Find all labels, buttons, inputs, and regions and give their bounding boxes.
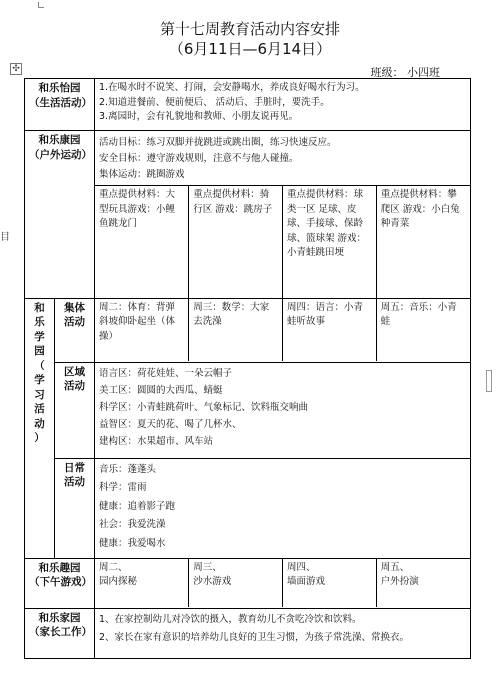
outdoor-goal: 活动目标：练习双脚并拢跳进或跳出圈，练习快速反应。 bbox=[99, 137, 337, 148]
zone-1[interactable]: 重点提供材料：大型玩具游戏：小鲤鱼跳龙门 bbox=[95, 186, 189, 298]
fun-day-5[interactable]: 周五、 户外扮演 bbox=[380, 561, 419, 587]
life-content[interactable] bbox=[95, 79, 471, 131]
area-line: 益智区：夏天的花、喝了几杯水、 bbox=[99, 418, 242, 430]
row-family bbox=[25, 608, 471, 658]
outdoor-content[interactable] bbox=[95, 131, 471, 299]
daily-line: 健康：追着影子跑 bbox=[99, 500, 176, 512]
row-daily bbox=[25, 458, 471, 558]
row-area bbox=[25, 362, 471, 458]
zone-4[interactable]: 重点提供材料：攀爬区 游戏：小白兔种青菜 bbox=[376, 186, 470, 298]
outdoor-safety: 安全目标：遵守游戏规则，注意不与他人碰撞。 bbox=[99, 153, 299, 164]
area-line: 美工区：圆圆的大西瓜、蜻蜓 bbox=[99, 384, 223, 396]
group-label: 集体活动 bbox=[55, 298, 95, 362]
row-life bbox=[25, 79, 471, 131]
area-line: 科学区：小青蛙跳荷叶、气象标记、饮料瓶交响曲 bbox=[99, 401, 309, 413]
fun-day-3[interactable]: 周三、 沙水游戏 bbox=[189, 559, 283, 607]
row-fun bbox=[25, 558, 471, 608]
outdoor-header: 和乐康园 （户外运动） bbox=[25, 131, 95, 299]
page-corner-mark bbox=[38, 2, 44, 8]
date-range: （6月11日—6月14日） bbox=[168, 40, 332, 58]
family-line: 2、家长在家有意识的培养幼儿良好的卫生习惯，为孩子常洗澡、常换衣。 bbox=[99, 631, 410, 643]
area-line: 建构区：水果超市、风车站 bbox=[99, 435, 214, 447]
area-content[interactable] bbox=[95, 362, 471, 458]
daily-line: 健康：我爱喝水 bbox=[99, 537, 166, 549]
daily-line: 音乐：蓬蓬头 bbox=[99, 463, 157, 475]
schedule-table bbox=[24, 78, 471, 659]
fun-header: 和乐趣园 （下午游戏） bbox=[25, 558, 95, 608]
zone-2[interactable]: 重点提供材料：骑行区 游戏：跳房子 bbox=[189, 186, 283, 298]
scroll-marker bbox=[486, 370, 492, 392]
daily-line: 科学：雷雨 bbox=[99, 482, 147, 493]
life-line: 1.在喝水时不说笑、打闹，会安静喝水，养成良好喝水行为习。 bbox=[99, 82, 365, 93]
family-content[interactable] bbox=[95, 608, 471, 658]
zone-3[interactable]: 重点提供材料：球类一区 足球、皮球、手接球、保龄球、篮球架 游戏：小青蛙跳田埂 bbox=[283, 186, 377, 298]
table-move-handle-icon[interactable]: ✣ bbox=[10, 63, 22, 75]
edge-text: 目 bbox=[0, 232, 10, 243]
group-days bbox=[95, 299, 470, 361]
row-outdoor bbox=[25, 131, 471, 299]
learning-header: 和 乐 学 园 （ 学 习 活 动 ） bbox=[25, 298, 55, 558]
group-day-4[interactable]: 周四：语言：小青蛙听故事 bbox=[283, 299, 377, 361]
family-line: 1、在家控制幼儿对冷饮的摄入，教育幼儿不贪吃冷饮和饮料。 bbox=[99, 613, 362, 625]
group-day-5[interactable]: 周五：音乐：小青蛙 bbox=[380, 301, 457, 327]
daily-content[interactable] bbox=[95, 458, 471, 558]
class-label: 班级： bbox=[370, 66, 404, 79]
class-value: 小四班 bbox=[407, 66, 440, 79]
outdoor-group: 集体运动：跳圈游戏 bbox=[99, 169, 185, 180]
life-line: 3.离园时，会有礼貌地和教师、小朋友说再见。 bbox=[99, 111, 299, 122]
family-header: 和乐家园 （家长工作） bbox=[25, 608, 95, 658]
life-header: 和乐怡园 （生活活动） bbox=[25, 79, 95, 131]
group-day-2[interactable]: 周二：体育：背弹斜坡仰卧起坐（体操） bbox=[95, 299, 189, 361]
group-day-3[interactable]: 周三：数学：大家去洗澡 bbox=[189, 299, 283, 361]
row-group bbox=[25, 298, 471, 362]
page-title: 第十七周教育活动内容安排 bbox=[159, 20, 340, 38]
daily-label: 日常活动 bbox=[55, 458, 95, 558]
outdoor-zones bbox=[95, 185, 470, 298]
fun-day-2[interactable]: 周二、 园内探秘 bbox=[95, 559, 189, 607]
daily-line: 社会：我爱洗澡 bbox=[99, 519, 166, 530]
area-line: 语言区：荷花娃娃、一朵云帽子 bbox=[99, 367, 233, 379]
area-label: 区域活动 bbox=[55, 362, 95, 458]
group-content[interactable] bbox=[95, 298, 471, 362]
fun-content[interactable] bbox=[95, 558, 471, 608]
fun-days bbox=[95, 559, 470, 607]
fun-day-4[interactable]: 周四、 墙面游戏 bbox=[283, 559, 377, 607]
life-line: 2.知道进餐前、便前便后、 活动后、手脏时，要洗手。 bbox=[99, 96, 330, 108]
